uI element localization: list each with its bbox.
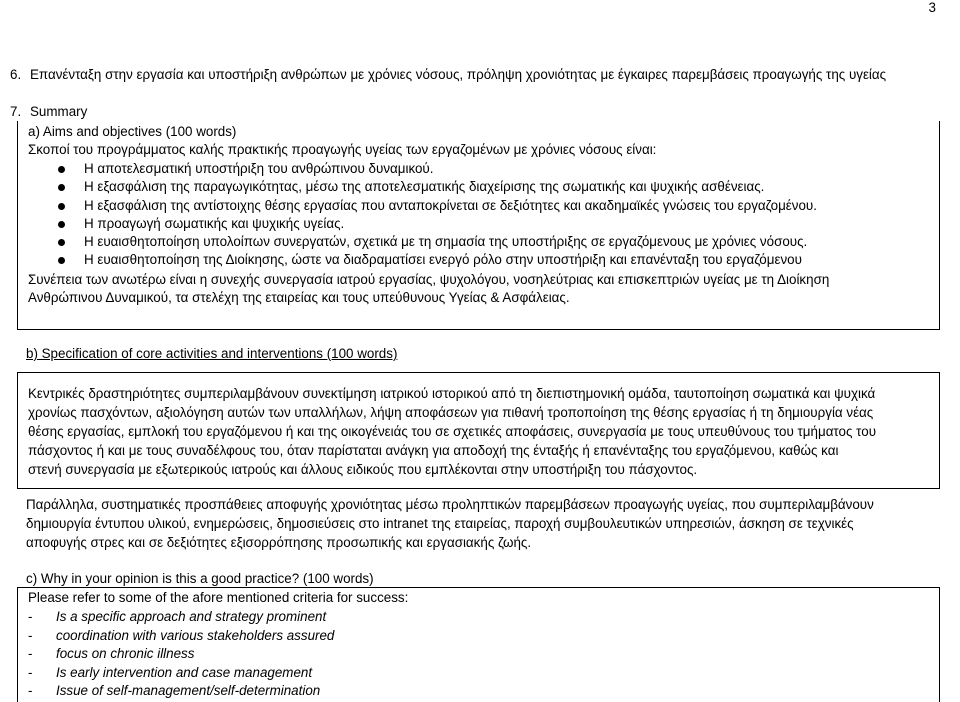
list-item: - focus on chronic illness <box>28 646 195 662</box>
list-item: - Issue of self-management/self-determination <box>28 683 321 699</box>
section-a-intro: Σκοποί του προγράμματος καλής πρακτικής προαγωγής υγείας των εργαζομένων με χρόνιες νόσους είναι: <box>28 142 657 157</box>
list-item: Η ευαισθητοποίηση της Διοίκησης, ώστε να διαδραματίσει ενεργό ρόλο στην υποστήριξη και επανένταξη του εργαζόμενου <box>54 251 817 269</box>
section-b-para-2-line: Παράλληλα, συστηματικές προσπάθειες αποφυγής χρονιότητας μέσω προληπτικών παρεμβάσεων προαγωγής υγείας, που συμπεριλαμβάνουν <box>26 497 874 512</box>
bullet-icon <box>58 203 65 210</box>
item-6-text: Επανένταξη στην εργασία και υποστήριξη ανθρώπων με χρόνιες νόσους, πρόληψη χρονιότητας με έγκαιρες παρεμβάσεις προαγωγής της υγείας <box>30 67 887 82</box>
section-b-para-2-line: δημιουργία έντυπου υλικού, ενημερώσεις, δημοσιεύσεις στο intranet της εταιρείας, παροχή συμβουλευτικών υπηρεσιών, άσκηση σε τεχνικές <box>26 516 854 531</box>
list-item: Η εξασφάλιση της παραγωγικότητας, μέσω της αποτελεσματικής διαχείρισης της σωματικής και ψυχικής ασθένειας. <box>54 178 817 196</box>
item-6-number: 6. <box>10 67 22 82</box>
item-7-number: 7. <box>10 104 22 119</box>
list-item: - Is a specific approach and strategy prominent <box>28 609 327 624</box>
bullet-icon <box>58 166 65 173</box>
section-c-criteria-list <box>28 608 334 701</box>
list-item: - coordination with various stakeholders assured <box>28 627 335 643</box>
section-a-bullet-list <box>54 160 817 270</box>
section-a-heading: a) Aims and objectives (100 words) <box>28 124 237 139</box>
section-c-box <box>17 587 940 702</box>
section-a-box <box>17 121 940 330</box>
bullet-icon <box>58 239 65 246</box>
bullet-icon <box>58 221 65 228</box>
list-item: - Is early intervention and case management <box>28 664 313 680</box>
list-item: Η προαγωγή σωματικής και ψυχικής υγείας. <box>54 215 817 233</box>
section-b-box <box>17 372 940 489</box>
bullet-icon <box>58 257 65 264</box>
item-7 <box>10 103 87 121</box>
list-item: Η εξασφάλιση της αντίστοιχης θέσης εργασίας που ανταποκρίνεται σε δεξιότητες και ακαδημαϊκές γνώσεις του εργαζομένου. <box>54 197 817 215</box>
list-item: Η αποτελεσματική υποστήριξη του ανθρώπινου δυναμικού. <box>54 160 817 178</box>
item-7-text: Summary <box>30 104 88 119</box>
section-c-intro: Please refer to some of the afore mentioned criteria for success: <box>28 590 409 605</box>
section-b-heading: b) Specification of core activities and interventions (100 words) <box>26 346 398 361</box>
section-a-closing-line-1: Συνέπεια των ανωτέρω είναι η συνεχής συνεργασία ιατρού εργασίας, ψυχολόγου, νοσηλεύτριας και επισκεπτριών υγείας με τη Διοίκηση <box>28 272 830 287</box>
section-a-closing-line-2: Ανθρώπινου Δυναμικού, τα στελέχη της εταιρείας και τους υπεύθυνους Υγείας & Ασφάλειας. <box>28 290 570 305</box>
section-b-para-1-line: χρονίως πασχόντων, αξιολόγηση αυτών των υπαλλήλων, λήψη αποφάσεων για πιθανή τροποποίηση της θέσης εργασίας ή τη δημιουργία νέας <box>28 405 874 420</box>
list-item: Η ευαισθητοποίηση υπολοίπων συνεργατών, σχετικά με τη σημασία της υποστήριξης σε εργαζόμενους με χρόνιες νόσους. <box>54 233 817 251</box>
page-number: 3 <box>928 0 936 15</box>
item-6 <box>10 66 940 84</box>
section-b-para-2-line: αποφυγής στρες και σε δεξιότητες εξισορρόπησης προσωπικής και εργασιακής ζωής. <box>26 535 532 550</box>
bullet-icon <box>58 184 65 191</box>
section-b-para-1-line: Κεντρικές δραστηριότητες συμπεριλαμβάνουν συνεκτίμηση ιατρικού ιστορικού από τη διεπιστημονική ομάδα, ταυτοποίηση σωματικά και ψυχικά <box>28 386 876 401</box>
section-c-heading: c) Why in your opinion is this a good practice? (100 words) <box>26 571 374 586</box>
section-b-para-1-line: πάσχοντος ή και με τους συναδέλφους του, όταν παρίσταται ανάγκη για αποδοχή της ένταξής ή επανένταξης του εργαζόμενου, καθώς και <box>28 443 839 458</box>
section-b-para-1-line: στενή συνεργασία με εξωτερικούς ιατρούς και άλλους ειδικούς που εμπλέκονται στην υποστήριξη του πάσχοντος. <box>28 462 698 477</box>
section-b-para-1-line: θέσης εργασίας, εμπλοκή του εργαζόμενου ή και της οικογένειάς του σε σχετικές αποφάσεις, συνεργασία με τους υπευθύνους του τμήματος του <box>28 424 877 439</box>
